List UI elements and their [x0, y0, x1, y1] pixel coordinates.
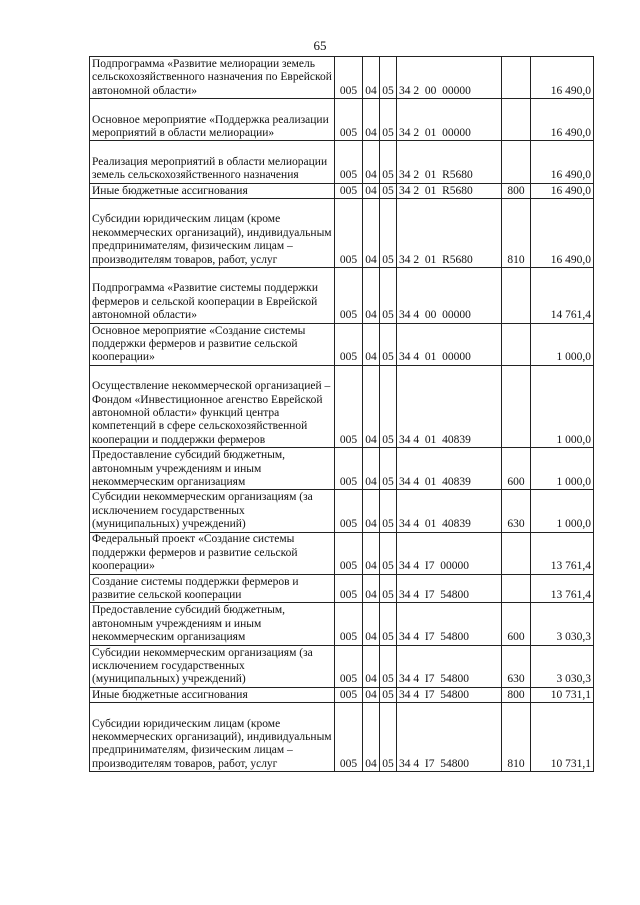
row-target-article-cell: 34 4 01 40839 [397, 365, 502, 447]
row-target-article-cell: 34 4 I7 54800 [397, 603, 502, 645]
row-target-article-cell: 34 2 01 R5680 [397, 198, 502, 267]
table-row [90, 141, 594, 183]
row-section-cell: 04 [363, 365, 380, 447]
row-name-cell: Субсидии некоммерческим организациям (за исключением государственных (муниципальных) учреждений) [90, 490, 335, 532]
table-row [90, 687, 594, 702]
row-target-article-cell: 34 4 I7 00000 [397, 532, 502, 574]
row-target-article-cell: 34 4 00 00000 [397, 267, 502, 323]
row-expense-type-cell: 800 [502, 183, 531, 198]
row-subsection-cell: 05 [380, 198, 397, 267]
row-ved-cell: 005 [335, 687, 363, 702]
table-row [90, 490, 594, 532]
row-name-cell: Субсидии юридическим лицам (кроме некоммерческих организаций), индивидуальным предпринимателям, физическим лицам – производителям товаров, работ, услуг [90, 198, 335, 267]
row-sum-cell: 13 761,4 [531, 574, 594, 603]
row-name-cell: Предоставление субсидий бюджетным, автономным учреждениям и иным некоммерческим организациям [90, 448, 335, 490]
table-row [90, 57, 594, 99]
row-section-cell: 04 [363, 703, 380, 772]
row-section-cell: 04 [363, 574, 380, 603]
row-subsection-cell: 05 [380, 687, 397, 702]
page-number: 65 [313, 38, 327, 53]
row-sum-cell: 14 761,4 [531, 267, 594, 323]
row-sum-cell: 16 490,0 [531, 99, 594, 141]
row-target-article-cell: 34 4 01 40839 [397, 490, 502, 532]
row-expense-type-cell: 810 [502, 703, 531, 772]
table-row [90, 267, 594, 323]
row-subsection-cell: 05 [380, 323, 397, 365]
table-row [90, 198, 594, 267]
row-name-cell: Субсидии некоммерческим организациям (за исключением государственных (муниципальных) учреждений) [90, 645, 335, 687]
row-section-cell: 04 [363, 448, 380, 490]
row-name-cell: Основное мероприятие «Создание системы поддержки фермеров и развитие сельской кооперации» [90, 323, 335, 365]
row-name-cell: Иные бюджетные ассигнования [90, 183, 335, 198]
row-section-cell: 04 [363, 183, 380, 198]
row-name-cell: Осуществление некоммерческой организацией – Фондом «Инвестиционное агенство Еврейской автономной области» функций центра компетенций в сфере сельскохозяйственной кооперации и поддержки фермеров [90, 365, 335, 447]
row-sum-cell: 1 000,0 [531, 448, 594, 490]
row-subsection-cell: 05 [380, 532, 397, 574]
row-subsection-cell: 05 [380, 645, 397, 687]
row-expense-type-cell: 630 [502, 645, 531, 687]
row-sum-cell: 3 030,3 [531, 645, 594, 687]
row-section-cell: 04 [363, 687, 380, 702]
row-section-cell: 04 [363, 57, 380, 99]
row-section-cell: 04 [363, 267, 380, 323]
row-name-cell: Подпрограмма «Развитие системы поддержки фермеров и сельской кооперации в Еврейской автономной области» [90, 267, 335, 323]
row-target-article-cell: 34 2 01 00000 [397, 99, 502, 141]
row-sum-cell: 3 030,3 [531, 603, 594, 645]
row-sum-cell: 13 761,4 [531, 532, 594, 574]
row-target-article-cell: 34 4 I7 54800 [397, 687, 502, 702]
row-sum-cell: 16 490,0 [531, 57, 594, 99]
row-target-article-cell: 34 2 00 00000 [397, 57, 502, 99]
row-sum-cell: 1 000,0 [531, 490, 594, 532]
row-section-cell: 04 [363, 490, 380, 532]
row-ved-cell: 005 [335, 574, 363, 603]
row-sum-cell: 10 731,1 [531, 703, 594, 772]
row-sum-cell: 16 490,0 [531, 183, 594, 198]
table-row [90, 99, 594, 141]
row-name-cell: Федеральный проект «Создание системы поддержки фермеров и развитие сельской кооперации» [90, 532, 335, 574]
row-name-cell: Создание системы поддержки фермеров и развитие сельской кооперации [90, 574, 335, 603]
row-subsection-cell: 05 [380, 183, 397, 198]
row-sum-cell: 1 000,0 [531, 323, 594, 365]
table-row [90, 323, 594, 365]
row-section-cell: 04 [363, 198, 380, 267]
row-target-article-cell: 34 4 I7 54800 [397, 645, 502, 687]
row-name-cell: Иные бюджетные ассигнования [90, 687, 335, 702]
row-ved-cell: 005 [335, 267, 363, 323]
row-sum-cell: 10 731,1 [531, 687, 594, 702]
row-ved-cell: 005 [335, 645, 363, 687]
row-target-article-cell: 34 2 01 R5680 [397, 183, 502, 198]
row-sum-cell: 16 490,0 [531, 141, 594, 183]
row-expense-type-cell [502, 267, 531, 323]
row-ved-cell: 005 [335, 198, 363, 267]
row-name-cell: Предоставление субсидий бюджетным, автономным учреждениям и иным некоммерческим организациям [90, 603, 335, 645]
row-ved-cell: 005 [335, 490, 363, 532]
row-expense-type-cell: 600 [502, 603, 531, 645]
row-expense-type-cell: 600 [502, 448, 531, 490]
row-section-cell: 04 [363, 645, 380, 687]
row-expense-type-cell [502, 365, 531, 447]
row-subsection-cell: 05 [380, 99, 397, 141]
table-row [90, 365, 594, 447]
row-expense-type-cell: 800 [502, 687, 531, 702]
table-row [90, 448, 594, 490]
table-row [90, 574, 594, 603]
row-target-article-cell: 34 4 I7 54800 [397, 574, 502, 603]
row-expense-type-cell [502, 57, 531, 99]
row-expense-type-cell [502, 99, 531, 141]
table-row [90, 183, 594, 198]
row-ved-cell: 005 [335, 365, 363, 447]
row-ved-cell: 005 [335, 448, 363, 490]
row-target-article-cell: 34 2 01 R5680 [397, 141, 502, 183]
row-ved-cell: 005 [335, 99, 363, 141]
table-row [90, 645, 594, 687]
row-sum-cell: 16 490,0 [531, 198, 594, 267]
row-subsection-cell: 05 [380, 448, 397, 490]
row-ved-cell: 005 [335, 703, 363, 772]
row-name-cell: Основное мероприятие «Поддержка реализации мероприятий в области мелиорации» [90, 99, 335, 141]
row-target-article-cell: 34 4 01 40839 [397, 448, 502, 490]
table-row [90, 603, 594, 645]
row-subsection-cell: 05 [380, 603, 397, 645]
row-expense-type-cell [502, 141, 531, 183]
row-expense-type-cell: 630 [502, 490, 531, 532]
row-ved-cell: 005 [335, 603, 363, 645]
row-subsection-cell: 05 [380, 703, 397, 772]
row-name-cell: Реализация мероприятий в области мелиорации земель сельскохозяйственного назначения [90, 141, 335, 183]
row-subsection-cell: 05 [380, 574, 397, 603]
row-ved-cell: 005 [335, 183, 363, 198]
row-section-cell: 04 [363, 141, 380, 183]
row-sum-cell: 1 000,0 [531, 365, 594, 447]
row-ved-cell: 005 [335, 323, 363, 365]
row-ved-cell: 005 [335, 532, 363, 574]
row-section-cell: 04 [363, 532, 380, 574]
row-subsection-cell: 05 [380, 490, 397, 532]
row-ved-cell: 005 [335, 57, 363, 99]
row-subsection-cell: 05 [380, 141, 397, 183]
budget-table-body [90, 57, 594, 772]
table-row [90, 532, 594, 574]
row-ved-cell: 005 [335, 141, 363, 183]
table-row [90, 703, 594, 772]
row-section-cell: 04 [363, 323, 380, 365]
row-expense-type-cell [502, 532, 531, 574]
row-subsection-cell: 05 [380, 57, 397, 99]
row-target-article-cell: 34 4 I7 54800 [397, 703, 502, 772]
row-expense-type-cell: 810 [502, 198, 531, 267]
row-section-cell: 04 [363, 99, 380, 141]
row-name-cell: Подпрограмма «Развитие мелиорации земель сельскохозяйственного назначения по Еврейской автономной области» [90, 57, 335, 99]
row-subsection-cell: 05 [380, 365, 397, 447]
row-subsection-cell: 05 [380, 267, 397, 323]
row-section-cell: 04 [363, 603, 380, 645]
budget-table [89, 56, 594, 772]
row-expense-type-cell [502, 574, 531, 603]
row-expense-type-cell [502, 323, 531, 365]
row-name-cell: Субсидии юридическим лицам (кроме некоммерческих организаций), индивидуальным предпринимателям, физическим лицам – производителям товаров, работ, услуг [90, 703, 335, 772]
row-target-article-cell: 34 4 01 00000 [397, 323, 502, 365]
